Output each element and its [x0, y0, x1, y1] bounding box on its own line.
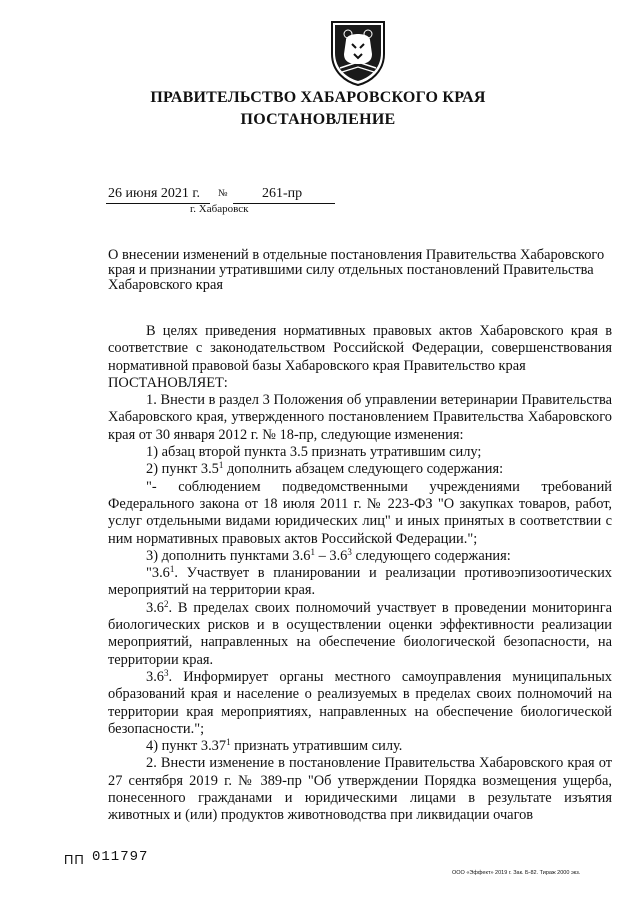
item-1-4: 4) пункт 3.37$^1$ признать утратившим силу. [146, 737, 403, 755]
coat-of-arms-icon [330, 20, 386, 86]
item-1-3: 3) дополнить пунктами $3.6^1 - 3.6^3$ следующего содержания: [146, 546, 511, 564]
resolves-heading: ПОСТАНОВЛЯЕТ: [108, 374, 228, 391]
item-1: 1. Внести в раздел 3 Положения об управлении ветеринарии Правительства Хабаровского края, утвержденного постановлением Правительства Хабаровского края от 30 января 2012 г. № 18-пр, следующие изменения: [108, 392, 612, 443]
quoted-paragraph: "- соблюдением подведомственными учреждениями требований Федерального закона от 18 июля 2011 г. № 223-ФЗ "О закупках товаров, работ, услуг отдельными видами юридических лиц" и иных принятых в соответствии с ним нормативных правовых актов Российской Федерации."; [108, 478, 612, 547]
number-sign: № [218, 188, 228, 199]
government-title: ПРАВИТЕЛЬСТВО ХАБАРОВСКОГО КРАЯ [150, 89, 486, 106]
point-3-6-3: $3.6^3$. Информирует органы местного самоуправления муниципальных образований края и население о реализуемых в пределах своих полномочий на территории края мероприятиях, направленных на обеспечение биологической безопасности."; [108, 667, 612, 737]
document-subject: О внесении изменений в отдельные постановления Правительства Хабаровского края и признании утратившими силу отдельных постановлений Правительства Хабаровского края [108, 247, 605, 293]
document-number: 261-пр [262, 186, 303, 201]
printing-info: ООО «Эффект» 2019 г. Зак. Б-82. Тираж 2000 экз. [452, 870, 581, 876]
item-1-1: 1) абзац второй пункта 3.5 признать утратившим силу; [146, 444, 482, 461]
intro-paragraph: В целях приведения нормативных правовых актов Хабаровского края в соответствие с законодательством Российской Федерации, совершенствования нормативной правовой базы Хабаровского края Правительство края [108, 323, 612, 374]
document-body [108, 323, 612, 825]
item-1-2: 2) пункт $3.5^1$ дополнить абзацем следующего содержания: [146, 460, 504, 478]
item-2: 2. Внести изменение в постановление Правительства Хабаровского края от 27 сентября 2019 г. № 389-пр "Об утверждении Порядка возмещения ущерба, понесенного гражданами и юридическими лицами в результате изъятия животных и (или) продуктов животноводства при ликвидации очагов [108, 755, 612, 824]
document-date: 26 июня 2021 г. [108, 186, 201, 201]
footer-serial: 011797 [92, 849, 149, 865]
point-3-6-2: $3.6^2$. В пределах своих полномочий участвует в проведении мониторинга биологических рисков и в осуществлении оценки эффективности реализации мероприятий, направленных на обеспечение биологической безопасности, на территории края. [108, 598, 612, 668]
footer-code: ПП [64, 852, 85, 867]
document-type: ПОСТАНОВЛЕНИЕ [240, 111, 396, 128]
document-city: г. Хабаровск [190, 203, 249, 215]
point-3-6-1: "$3.6^1$. Участвует в планировании и реализации противоэпизоотических мероприятий на территории края. [108, 564, 612, 599]
